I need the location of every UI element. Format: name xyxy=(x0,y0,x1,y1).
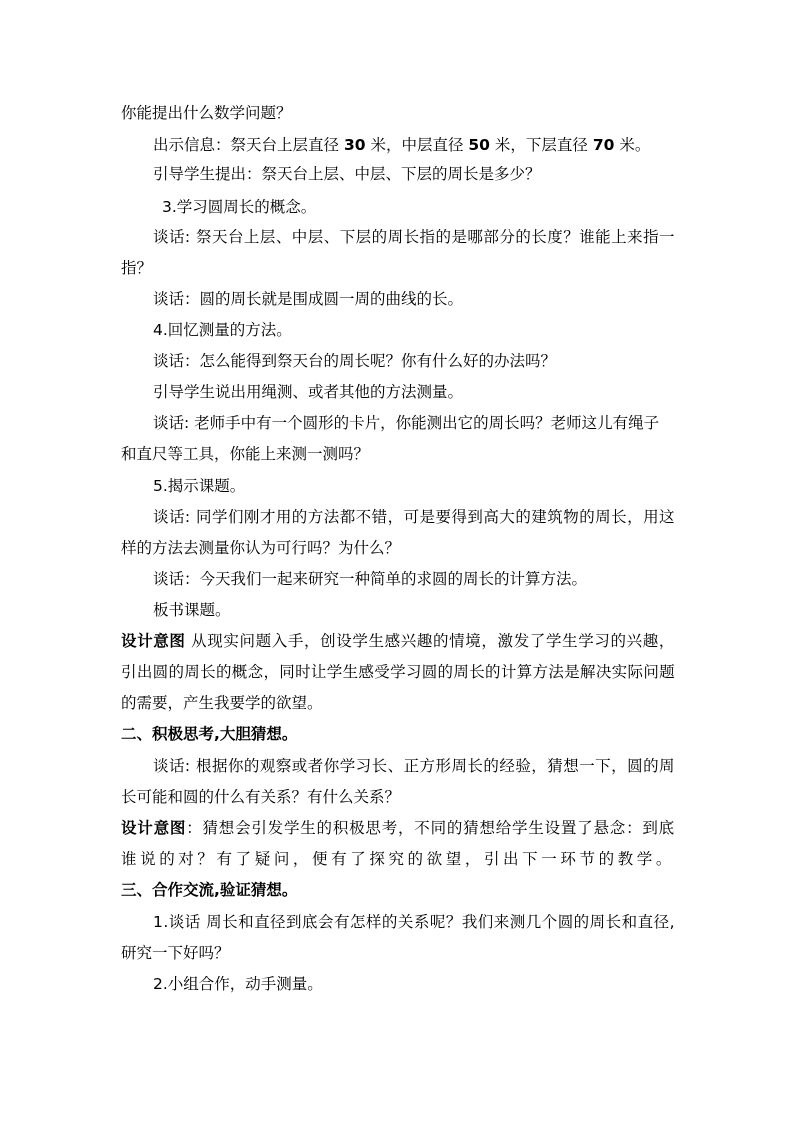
text-segment: 长可能和圆的什么有关系？有什么关系？ xyxy=(121,788,401,806)
text-line xyxy=(121,662,675,682)
text-segment: ：猜想会引发学生的积极思考，不同的猜想给学生设置了悬念：到底 xyxy=(186,819,675,837)
text-line xyxy=(121,724,297,744)
text-segment: 谈话: 祭天台上层、中层、下层的周长指的是哪部分的长度？谁能上来指一 xyxy=(153,228,675,246)
text-line xyxy=(153,507,675,527)
text-line xyxy=(153,135,650,155)
bold-text: 三、合作交流,验证猜想。 xyxy=(121,881,298,899)
text-segment: 谈话: 根据你的观察或者你学习长、正方形周长的经验，猜想一下，圆的周 xyxy=(153,757,675,775)
text-line xyxy=(121,258,152,278)
text-segment: 的需要，产生我要学的欲望。 xyxy=(121,694,323,712)
text-segment: 谈话：今天我们一起来研究一种简单的求圆的周长的计算方法。 xyxy=(153,570,588,588)
text-segment: 出示信息：祭天台上层直径 xyxy=(153,136,344,154)
text-segment: 板书课题。 xyxy=(153,601,231,619)
text-line xyxy=(121,943,230,963)
text-line xyxy=(162,197,316,217)
text-segment: 谈话: 同学们刚才用的方法都不错，可是要得到高大的建筑物的周长，用这 xyxy=(153,508,675,526)
text-segment: 5.揭示课题。 xyxy=(153,477,246,495)
text-segment: 研究一下好吗？ xyxy=(121,944,230,962)
text-line xyxy=(121,818,675,838)
text-line xyxy=(153,974,323,994)
text-segment: 3.学习圆周长的概念。 xyxy=(162,198,317,216)
text-line xyxy=(121,880,297,900)
text-segment: 你能提出什么数学问题？ xyxy=(121,104,292,122)
text-line xyxy=(153,912,675,932)
text-segment: 谁说的对？有了疑问，便有了探究的欲望，引出下一环节的教学。 xyxy=(121,850,675,868)
text-line xyxy=(153,289,463,309)
bold-text: 设计意图 xyxy=(121,819,187,837)
text-line xyxy=(153,320,292,340)
text-segment: 样的方法去测量你认为可行吗？为什么？ xyxy=(121,539,401,557)
text-segment: 米，下层直径 xyxy=(489,136,593,154)
bold-text: 二、积极思考,大胆猜想。 xyxy=(121,725,298,743)
text-line xyxy=(153,569,587,589)
text-line xyxy=(153,476,245,496)
text-line xyxy=(153,756,675,776)
text-line xyxy=(121,444,369,464)
text-line xyxy=(121,693,323,713)
text-segment: 米。 xyxy=(614,136,651,154)
text-line xyxy=(121,538,400,558)
text-line xyxy=(121,103,292,123)
text-line xyxy=(121,631,675,651)
text-segment: 引导学生提出：祭天台上层、中层、下层的周长是多少？ xyxy=(153,165,541,183)
text-line xyxy=(153,413,659,433)
text-segment: 1.谈话 周长和直径到底会有怎样的关系呢？我们来测几个圆的周长和直径, xyxy=(153,913,675,931)
text-line xyxy=(121,787,400,807)
text-segment: 从现实问题入手，创设学生感兴趣的情境，激发了学生学习的兴趣， xyxy=(185,632,675,650)
text-segment: 和直尺等工具，你能上来测一测吗？ xyxy=(121,445,370,463)
bold-text: 70 xyxy=(592,136,615,154)
text-segment: 引导学生说出用绳测、或者其他的方法测量。 xyxy=(153,383,464,401)
text-segment: 引出圆的周长的概念，同时让学生感受学习圆的周长的计算方法是解决实际问题 xyxy=(121,663,675,681)
text-line xyxy=(153,600,231,620)
text-line xyxy=(153,351,556,371)
text-line xyxy=(153,227,675,247)
bold-text: 30 xyxy=(343,136,366,154)
text-segment: 谈话：圆的周长就是围成圆一周的曲线的长。 xyxy=(153,290,464,308)
bold-text: 50 xyxy=(468,136,490,154)
text-segment: 2.小组合作，动手测量。 xyxy=(153,975,323,993)
text-segment: 指？ xyxy=(121,259,153,277)
text-line xyxy=(153,164,541,184)
text-line xyxy=(121,849,675,869)
text-segment: 米，中层直径 xyxy=(365,136,469,154)
text-segment: 4.回忆测量的方法。 xyxy=(153,321,292,339)
text-segment: 谈话: 老师手中有一个圆形的卡片，你能测出它的周长吗？老师这儿有绳子 xyxy=(153,414,660,432)
text-line xyxy=(153,382,463,402)
text-segment: 谈话：怎么能得到祭天台的周长呢？你有什么好的办法吗？ xyxy=(153,352,557,370)
bold-text: 设计意图 xyxy=(121,632,186,650)
